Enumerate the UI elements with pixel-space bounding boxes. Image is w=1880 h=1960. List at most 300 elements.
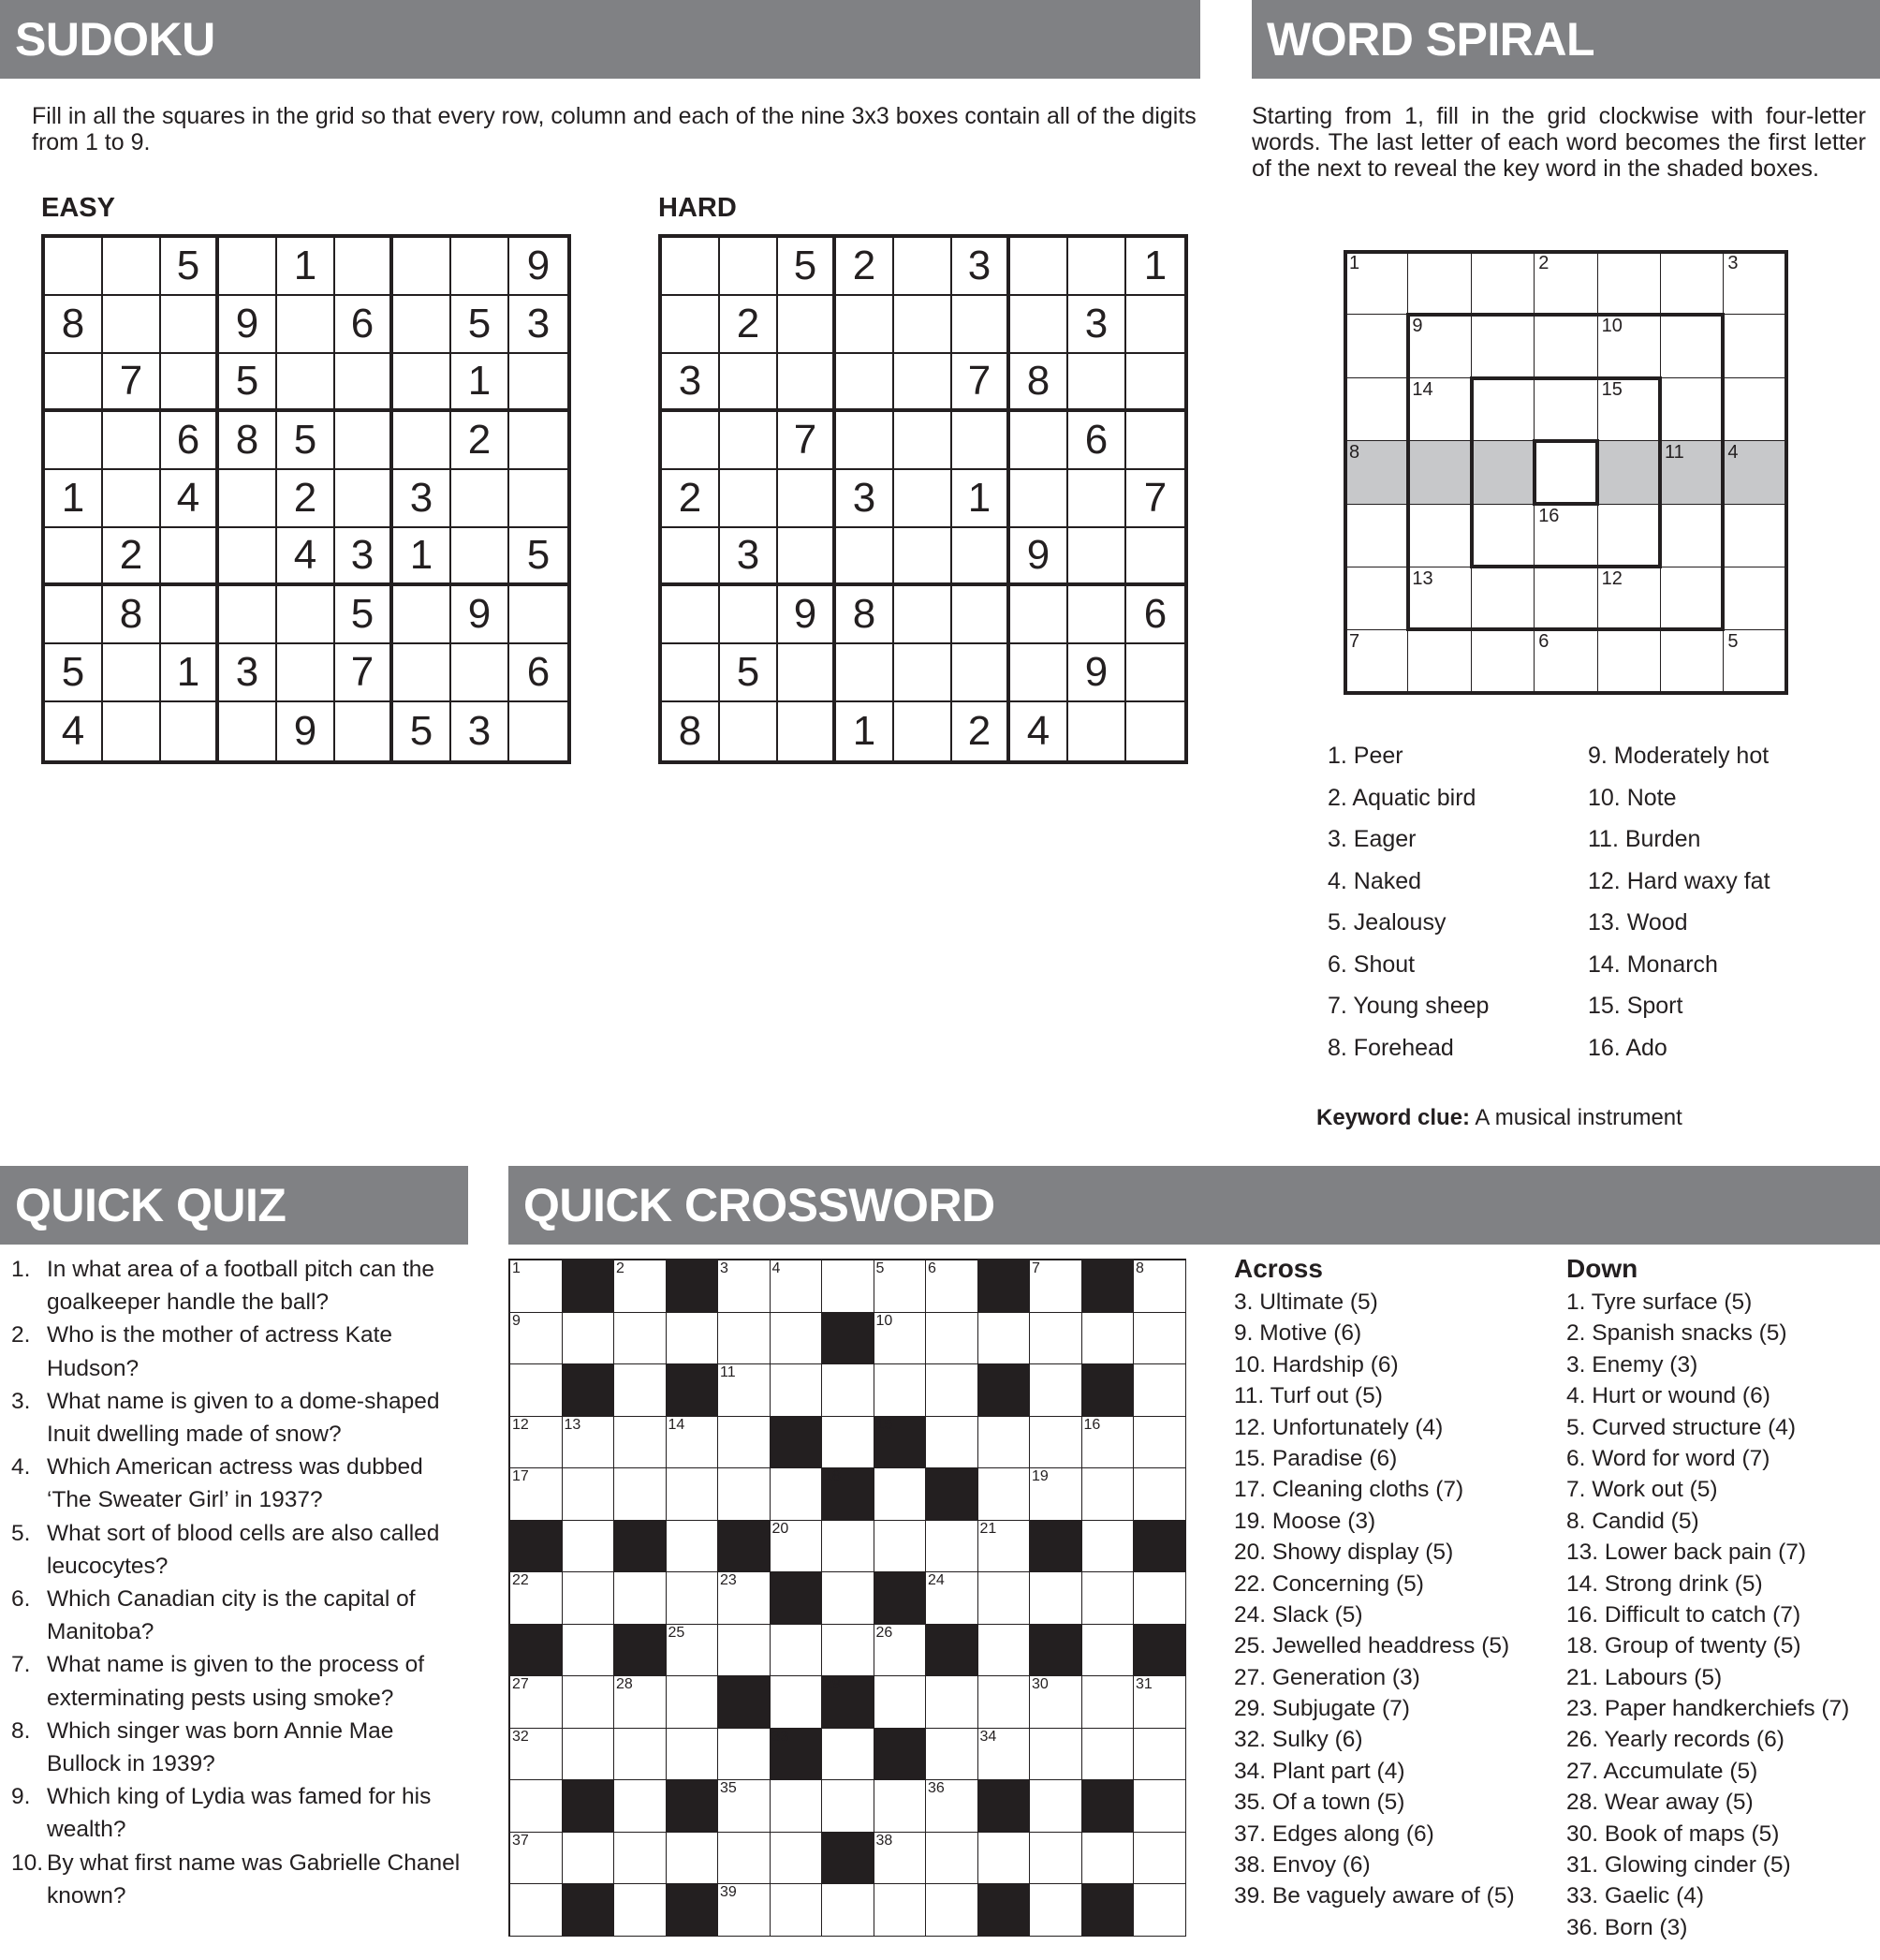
spiral-cell[interactable]: [1597, 629, 1661, 693]
sudoku-cell[interactable]: 3: [509, 296, 567, 354]
sudoku-cell[interactable]: [393, 644, 451, 702]
spiral-cell[interactable]: [1660, 377, 1724, 441]
sudoku-cell[interactable]: [45, 354, 103, 412]
sudoku-cell[interactable]: 3: [335, 528, 393, 586]
crossword-cell[interactable]: [613, 1779, 667, 1833]
sudoku-cell[interactable]: 1: [393, 528, 451, 586]
spiral-cell-number: 15: [1601, 378, 1623, 400]
sudoku-cell[interactable]: [836, 354, 894, 412]
sudoku-cell[interactable]: 1: [1126, 238, 1184, 296]
crossword-cell[interactable]: [562, 1467, 615, 1521]
sudoku-cell[interactable]: [1126, 644, 1184, 702]
sudoku-cell[interactable]: 8: [662, 702, 720, 760]
crossword-cell[interactable]: [925, 1883, 978, 1937]
crossword-cell[interactable]: [562, 1832, 615, 1885]
sudoku-cell[interactable]: 5: [393, 702, 451, 760]
sudoku-cell[interactable]: [45, 586, 103, 644]
crossword-cell[interactable]: [1081, 1312, 1135, 1365]
sudoku-cell[interactable]: 1: [451, 354, 509, 412]
crossword-cell[interactable]: [770, 1779, 823, 1833]
sudoku-cell[interactable]: [720, 412, 778, 470]
crossword-black-cell: [717, 1520, 771, 1573]
crossword-cell[interactable]: [1081, 1832, 1135, 1885]
sudoku-cell[interactable]: [161, 354, 219, 412]
crossword-cell[interactable]: [1029, 1312, 1082, 1365]
spiral-cell-number: 12: [1601, 568, 1623, 589]
crossword-cell[interactable]: [1029, 1571, 1082, 1625]
crossword-cell[interactable]: [925, 1312, 978, 1365]
crossword-cell[interactable]: [1133, 1832, 1186, 1885]
crossword-cell[interactable]: [1133, 1312, 1186, 1365]
crossword-cell[interactable]: [1029, 1883, 1082, 1937]
sudoku-cell[interactable]: [393, 412, 451, 470]
crossword-cell[interactable]: [1081, 1467, 1135, 1521]
spiral-cell[interactable]: [1723, 567, 1786, 630]
sudoku-cell[interactable]: 5: [219, 354, 277, 412]
sudoku-cell[interactable]: [662, 528, 720, 586]
crossword-cell[interactable]: [977, 1312, 1031, 1365]
spiral-cell[interactable]: [1534, 377, 1597, 441]
sudoku-cell[interactable]: 1: [836, 702, 894, 760]
sudoku-cell[interactable]: [103, 412, 161, 470]
crossword-cell[interactable]: [1029, 1728, 1082, 1781]
sudoku-cell[interactable]: 8: [103, 586, 161, 644]
crossword-cell[interactable]: [717, 1467, 771, 1521]
spiral-cell[interactable]: [1723, 314, 1786, 377]
sudoku-cell[interactable]: 3: [219, 644, 277, 702]
quiz-question-number: 1.: [11, 1257, 31, 1282]
crossword-cell[interactable]: [874, 1363, 927, 1417]
sudoku-cell[interactable]: [894, 644, 952, 702]
sudoku-cell[interactable]: [952, 644, 1010, 702]
crossword-cell[interactable]: [613, 1832, 667, 1885]
sudoku-cell[interactable]: 2: [720, 296, 778, 354]
crossword-cell[interactable]: [977, 1416, 1031, 1469]
crossword-cell[interactable]: [925, 1728, 978, 1781]
crossword-cell[interactable]: [562, 1624, 615, 1677]
spiral-cell[interactable]: [1471, 377, 1535, 441]
crossword-cell[interactable]: [1081, 1624, 1135, 1677]
crossword-cell[interactable]: [666, 1728, 719, 1781]
sudoku-cell[interactable]: [894, 586, 952, 644]
sudoku-cell[interactable]: [103, 470, 161, 528]
sudoku-cell[interactable]: [509, 354, 567, 412]
sudoku-cell[interactable]: 6: [161, 412, 219, 470]
spiral-cell[interactable]: [1660, 314, 1724, 377]
sudoku-cell[interactable]: 6: [335, 296, 393, 354]
spiral-cell[interactable]: [1534, 567, 1597, 630]
crossword-black-cell: [509, 1520, 563, 1573]
sudoku-cell[interactable]: [720, 702, 778, 760]
crossword-cell[interactable]: [562, 1312, 615, 1365]
sudoku-cell[interactable]: [509, 412, 567, 470]
sudoku-cell[interactable]: [509, 702, 567, 760]
sudoku-cell[interactable]: [662, 238, 720, 296]
crossword-cell[interactable]: [1029, 1363, 1082, 1417]
sudoku-cell[interactable]: 1: [161, 644, 219, 702]
crossword-cell[interactable]: [1133, 1416, 1186, 1469]
crossword-cell[interactable]: [666, 1571, 719, 1625]
crossword-cell[interactable]: [977, 1832, 1031, 1885]
crossword-cell[interactable]: [770, 1832, 823, 1885]
sudoku-cell[interactable]: 8: [1010, 354, 1068, 412]
spiral-cell[interactable]: [1660, 251, 1724, 315]
crossword-cell[interactable]: [717, 1832, 771, 1885]
sudoku-cell[interactable]: [335, 238, 393, 296]
sudoku-cell[interactable]: 1: [952, 470, 1010, 528]
sudoku-cell[interactable]: 5: [335, 586, 393, 644]
sudoku-cell[interactable]: 8: [219, 412, 277, 470]
crossword-cell[interactable]: [770, 1624, 823, 1677]
sudoku-cell[interactable]: [894, 470, 952, 528]
sudoku-cell[interactable]: [894, 354, 952, 412]
quiz-question-text: Who is the mother of actress Kate Hudson?: [47, 1322, 393, 1381]
sudoku-cell[interactable]: [161, 528, 219, 586]
crossword-cell[interactable]: [770, 1363, 823, 1417]
sudoku-cell[interactable]: 4: [277, 528, 335, 586]
sudoku-cell[interactable]: 6: [509, 644, 567, 702]
spiral-cell[interactable]: [1471, 567, 1535, 630]
sudoku-cell[interactable]: [509, 470, 567, 528]
sudoku-cell[interactable]: [894, 412, 952, 470]
crossword-cell[interactable]: [717, 1728, 771, 1781]
sudoku-cell[interactable]: 3: [952, 238, 1010, 296]
sudoku-cell[interactable]: [335, 354, 393, 412]
sudoku-cell[interactable]: 6: [1126, 586, 1184, 644]
sudoku-cell[interactable]: [103, 296, 161, 354]
sudoku-cell[interactable]: [720, 470, 778, 528]
sudoku-cell[interactable]: [1068, 702, 1126, 760]
sudoku-cell[interactable]: [1068, 528, 1126, 586]
sudoku-cell[interactable]: 2: [277, 470, 335, 528]
crossword-cell[interactable]: [821, 1416, 874, 1469]
sudoku-cell[interactable]: [103, 702, 161, 760]
crossword-cell[interactable]: [977, 1675, 1031, 1729]
spiral-cell[interactable]: [1660, 567, 1724, 630]
sudoku-cell[interactable]: [662, 296, 720, 354]
sudoku-cell[interactable]: 3: [662, 354, 720, 412]
sudoku-cell[interactable]: [720, 354, 778, 412]
sudoku-cell[interactable]: 4: [161, 470, 219, 528]
crossword-cell[interactable]: [821, 1883, 874, 1937]
sudoku-cell[interactable]: 9: [778, 586, 836, 644]
crossword-cell[interactable]: [666, 1675, 719, 1729]
sudoku-cell[interactable]: [952, 296, 1010, 354]
sudoku-cell[interactable]: [161, 586, 219, 644]
across-clue: 10. Hardship (6): [1234, 1351, 1399, 1378]
sudoku-cell[interactable]: 7: [335, 644, 393, 702]
crossword-cell[interactable]: [1133, 1728, 1186, 1781]
spiral-cell[interactable]: [1471, 504, 1535, 567]
spiral-cell[interactable]: [1344, 567, 1408, 630]
crossword-cell[interactable]: [613, 1416, 667, 1469]
crossword-cell[interactable]: [874, 1467, 927, 1521]
spiral-cell[interactable]: [1471, 314, 1535, 377]
spiral-cell[interactable]: [1407, 251, 1471, 315]
crossword-cell[interactable]: [1029, 1832, 1082, 1885]
sudoku-cell[interactable]: 2: [451, 412, 509, 470]
sudoku-cell[interactable]: 2: [836, 238, 894, 296]
crossword-cell[interactable]: [1081, 1571, 1135, 1625]
spiral-cell[interactable]: [1660, 629, 1724, 693]
crossword-cell[interactable]: [613, 1728, 667, 1781]
sudoku-cell[interactable]: [335, 412, 393, 470]
sudoku-cell[interactable]: 3: [720, 528, 778, 586]
sudoku-cell[interactable]: 1: [45, 470, 103, 528]
sudoku-cell[interactable]: 7: [103, 354, 161, 412]
sudoku-cell[interactable]: 8: [836, 586, 894, 644]
crossword-cell[interactable]: [509, 1779, 563, 1833]
sudoku-cell[interactable]: [778, 296, 836, 354]
crossword-cell[interactable]: [925, 1832, 978, 1885]
crossword-cell[interactable]: [821, 1779, 874, 1833]
crossword-cell[interactable]: [1133, 1467, 1186, 1521]
sudoku-cell[interactable]: [1126, 354, 1184, 412]
sudoku-cell[interactable]: [335, 702, 393, 760]
sudoku-cell[interactable]: [836, 296, 894, 354]
crossword-cell[interactable]: [1133, 1363, 1186, 1417]
crossword-cell[interactable]: [613, 1467, 667, 1521]
crossword-cell[interactable]: [666, 1312, 719, 1365]
sudoku-cell[interactable]: [45, 528, 103, 586]
sudoku-cell[interactable]: [662, 586, 720, 644]
spiral-cell[interactable]: [1407, 629, 1471, 693]
sudoku-cell[interactable]: [509, 586, 567, 644]
crossword-cell[interactable]: [666, 1467, 719, 1521]
spiral-cell[interactable]: [1597, 251, 1661, 315]
spiral-cell[interactable]: [1471, 251, 1535, 315]
crossword-cell[interactable]: [562, 1675, 615, 1729]
sudoku-cell[interactable]: [277, 296, 335, 354]
sudoku-cell[interactable]: [952, 412, 1010, 470]
sudoku-cell[interactable]: [894, 702, 952, 760]
sudoku-cell[interactable]: [1068, 354, 1126, 412]
sudoku-cell[interactable]: [778, 702, 836, 760]
sudoku-cell[interactable]: [894, 296, 952, 354]
spiral-cell[interactable]: [1407, 504, 1471, 567]
crossword-cell[interactable]: [977, 1571, 1031, 1625]
crossword-cell[interactable]: [562, 1571, 615, 1625]
spiral-cell[interactable]: [1660, 504, 1724, 567]
sudoku-cell[interactable]: [277, 644, 335, 702]
spiral-cell[interactable]: [1407, 440, 1471, 504]
crossword-cell[interactable]: [666, 1520, 719, 1573]
crossword-cell[interactable]: [874, 1520, 927, 1573]
crossword-cell[interactable]: [874, 1883, 927, 1937]
sudoku-cell[interactable]: [894, 528, 952, 586]
crossword-cell[interactable]: [562, 1728, 615, 1781]
sudoku-cell[interactable]: [1010, 412, 1068, 470]
sudoku-cell[interactable]: 4: [1010, 702, 1068, 760]
sudoku-cell[interactable]: [1068, 586, 1126, 644]
sudoku-cell[interactable]: 5: [720, 644, 778, 702]
sudoku-cell[interactable]: [451, 644, 509, 702]
sudoku-cell[interactable]: [1126, 412, 1184, 470]
spiral-cell[interactable]: [1723, 504, 1786, 567]
sudoku-cell[interactable]: 9: [509, 238, 567, 296]
sudoku-cell[interactable]: [778, 470, 836, 528]
sudoku-cell[interactable]: [451, 238, 509, 296]
sudoku-cell[interactable]: 2: [952, 702, 1010, 760]
sudoku-cell[interactable]: [161, 296, 219, 354]
crossword-cell[interactable]: [509, 1363, 563, 1417]
crossword-cell[interactable]: [1029, 1779, 1082, 1833]
sudoku-cell[interactable]: [393, 354, 451, 412]
sudoku-cell[interactable]: [778, 528, 836, 586]
crossword-cell[interactable]: [509, 1883, 563, 1937]
spiral-cell[interactable]: [1534, 314, 1597, 377]
sudoku-cell[interactable]: 7: [1126, 470, 1184, 528]
crossword-cell[interactable]: [821, 1520, 874, 1573]
crossword-cell[interactable]: [562, 1520, 615, 1573]
crossword-cell[interactable]: [874, 1675, 927, 1729]
sudoku-cell[interactable]: [219, 238, 277, 296]
sudoku-cell[interactable]: [219, 702, 277, 760]
crossword-cell[interactable]: [1081, 1675, 1135, 1729]
sudoku-cell[interactable]: [1010, 296, 1068, 354]
sudoku-cell[interactable]: [720, 238, 778, 296]
sudoku-cell[interactable]: 9: [219, 296, 277, 354]
crossword-cell[interactable]: [1029, 1416, 1082, 1469]
sudoku-cell[interactable]: 5: [778, 238, 836, 296]
sudoku-cell[interactable]: [894, 238, 952, 296]
spiral-cell[interactable]: [1344, 377, 1408, 441]
spiral-cell[interactable]: [1597, 504, 1661, 567]
sudoku-cell[interactable]: [219, 586, 277, 644]
spiral-cell[interactable]: [1344, 314, 1408, 377]
sudoku-cell[interactable]: [1126, 296, 1184, 354]
sudoku-cell[interactable]: [836, 644, 894, 702]
sudoku-cell[interactable]: 1: [277, 238, 335, 296]
sudoku-cell[interactable]: 5: [161, 238, 219, 296]
crossword-cell[interactable]: [925, 1520, 978, 1573]
sudoku-cell[interactable]: 7: [952, 354, 1010, 412]
crossword-cell[interactable]: [1081, 1520, 1135, 1573]
sudoku-cell[interactable]: [45, 412, 103, 470]
sudoku-cell[interactable]: [1010, 644, 1068, 702]
sudoku-cell[interactable]: [219, 470, 277, 528]
sudoku-cell[interactable]: 5: [45, 644, 103, 702]
crossword-cell[interactable]: [1133, 1571, 1186, 1625]
crossword-cell[interactable]: [925, 1363, 978, 1417]
sudoku-cell[interactable]: 3: [393, 470, 451, 528]
sudoku-cell[interactable]: [720, 586, 778, 644]
sudoku-cell[interactable]: [277, 354, 335, 412]
sudoku-cell[interactable]: [662, 644, 720, 702]
sudoku-cell[interactable]: 3: [836, 470, 894, 528]
sudoku-cell[interactable]: [393, 586, 451, 644]
sudoku-cell[interactable]: [1068, 470, 1126, 528]
sudoku-cell[interactable]: 9: [1010, 528, 1068, 586]
sudoku-cell[interactable]: [335, 470, 393, 528]
sudoku-cell[interactable]: [952, 586, 1010, 644]
crossword-cell[interactable]: [770, 1883, 823, 1937]
spiral-cell[interactable]: [1597, 440, 1661, 504]
crossword-cell[interactable]: [925, 1416, 978, 1469]
sudoku-cell[interactable]: 2: [662, 470, 720, 528]
crossword-cell[interactable]: [1133, 1883, 1186, 1937]
crossword-cell[interactable]: [770, 1467, 823, 1521]
sudoku-cell[interactable]: 5: [509, 528, 567, 586]
sudoku-cell[interactable]: [1010, 238, 1068, 296]
spiral-cell[interactable]: [1534, 440, 1597, 504]
sudoku-cell[interactable]: [393, 296, 451, 354]
crossword-cell[interactable]: [1081, 1728, 1135, 1781]
crossword-cell[interactable]: [821, 1571, 874, 1625]
crossword-cell[interactable]: [925, 1675, 978, 1729]
sudoku-cell[interactable]: [103, 238, 161, 296]
spiral-cell[interactable]: [1723, 377, 1786, 441]
sudoku-cell[interactable]: 9: [451, 586, 509, 644]
crossword-cell[interactable]: [1133, 1779, 1186, 1833]
sudoku-cell[interactable]: [161, 702, 219, 760]
sudoku-cell[interactable]: 6: [1068, 412, 1126, 470]
crossword-cell[interactable]: [821, 1363, 874, 1417]
crossword-cell[interactable]: [977, 1624, 1031, 1677]
sudoku-cell[interactable]: [1068, 238, 1126, 296]
sudoku-cell[interactable]: [1126, 528, 1184, 586]
spiral-cell[interactable]: [1344, 504, 1408, 567]
sudoku-cell[interactable]: 5: [451, 296, 509, 354]
sudoku-cell[interactable]: [45, 238, 103, 296]
sudoku-cell[interactable]: 9: [277, 702, 335, 760]
sudoku-cell[interactable]: [836, 528, 894, 586]
sudoku-cell[interactable]: [103, 644, 161, 702]
crossword-cell[interactable]: [770, 1312, 823, 1365]
sudoku-cell[interactable]: [277, 586, 335, 644]
crossword-cell[interactable]: [770, 1675, 823, 1729]
crossword-cell[interactable]: [821, 1260, 874, 1313]
sudoku-cell[interactable]: [662, 412, 720, 470]
crossword-cell[interactable]: [613, 1571, 667, 1625]
sudoku-cell[interactable]: 3: [1068, 296, 1126, 354]
crossword-cell[interactable]: [717, 1624, 771, 1677]
spiral-cell[interactable]: [1471, 629, 1535, 693]
sudoku-cell[interactable]: [451, 528, 509, 586]
crossword-cell[interactable]: [977, 1467, 1031, 1521]
sudoku-cell[interactable]: [219, 528, 277, 586]
sudoku-cell[interactable]: [836, 412, 894, 470]
crossword-cell[interactable]: [613, 1363, 667, 1417]
sudoku-cell[interactable]: 3: [451, 702, 509, 760]
crossword-cell[interactable]: [666, 1832, 719, 1885]
crossword-cell[interactable]: [821, 1728, 874, 1781]
sudoku-cell[interactable]: 7: [778, 412, 836, 470]
sudoku-cell[interactable]: [778, 354, 836, 412]
crossword-black-cell: [977, 1363, 1031, 1417]
sudoku-cell[interactable]: [1010, 470, 1068, 528]
sudoku-cell[interactable]: 4: [45, 702, 103, 760]
sudoku-cell[interactable]: [451, 470, 509, 528]
sudoku-cell[interactable]: 9: [1068, 644, 1126, 702]
crossword-cell[interactable]: [717, 1416, 771, 1469]
sudoku-cell[interactable]: [1010, 586, 1068, 644]
sudoku-cell[interactable]: 2: [103, 528, 161, 586]
sudoku-cell[interactable]: 8: [45, 296, 103, 354]
sudoku-cell[interactable]: [1126, 702, 1184, 760]
crossword-cell[interactable]: [613, 1312, 667, 1365]
crossword-cell[interactable]: [613, 1883, 667, 1937]
spiral-cell[interactable]: [1471, 440, 1535, 504]
crossword-cell[interactable]: [821, 1624, 874, 1677]
crossword-cell[interactable]: [874, 1779, 927, 1833]
crossword-black-cell: [770, 1571, 823, 1625]
sudoku-cell[interactable]: [778, 644, 836, 702]
sudoku-cell[interactable]: [952, 528, 1010, 586]
crossword-cell[interactable]: [717, 1312, 771, 1365]
sudoku-cell[interactable]: 5: [277, 412, 335, 470]
sudoku-cell[interactable]: [393, 238, 451, 296]
